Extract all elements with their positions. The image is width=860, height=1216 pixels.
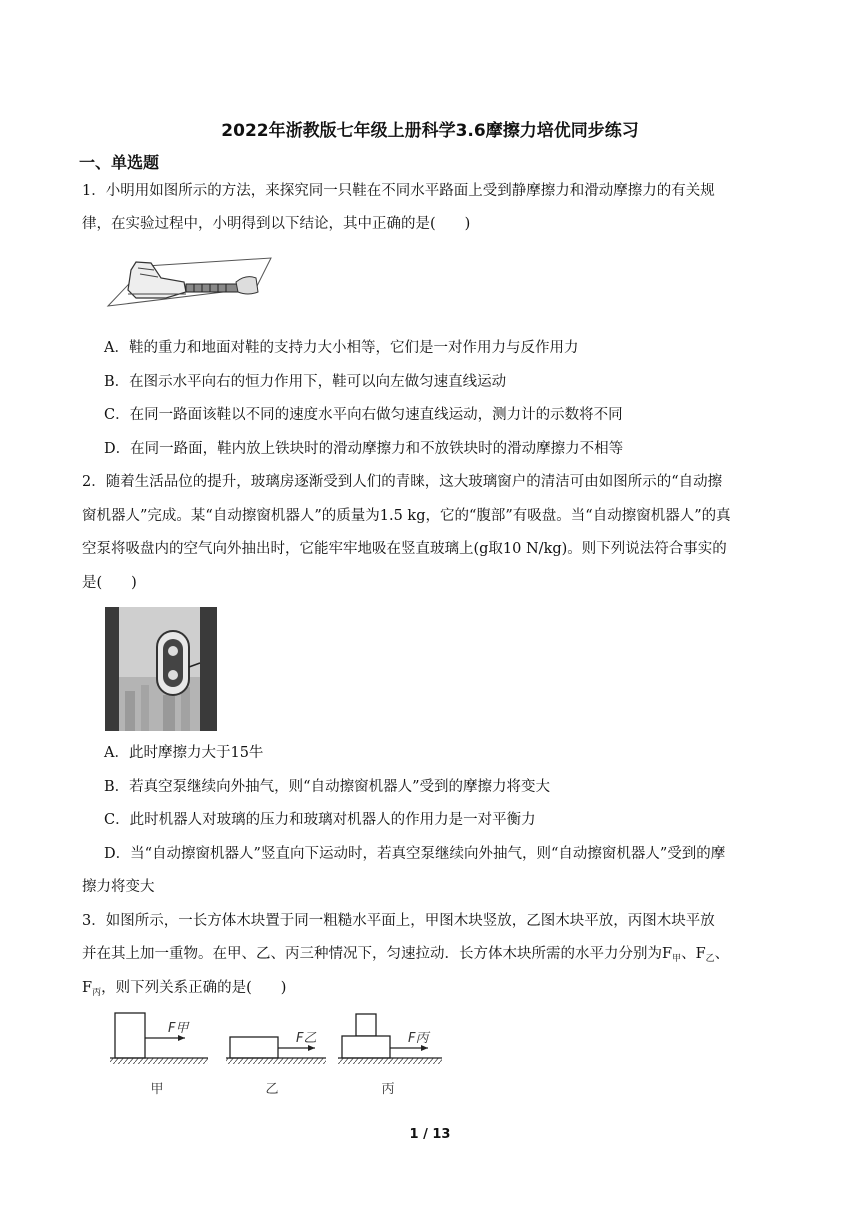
figure-label-jia: 甲 — [150, 1082, 164, 1097]
q3-sub-bing: 丙 — [92, 988, 102, 998]
figure-label-bing: 丙 — [381, 1082, 395, 1097]
q3-sep2: 、 — [714, 946, 730, 962]
q1-shoe-figure — [106, 248, 272, 312]
q1-option-d: D．在同一路面，鞋内放上铁块时的滑动摩擦力和不放铁块时的滑动摩擦力不相等 — [104, 441, 624, 457]
section-heading: 一、单选题 — [79, 153, 160, 172]
q3-sep1: 、F — [681, 946, 706, 962]
q2-robot-photo — [105, 607, 217, 731]
q3-sub-yi: 乙 — [705, 954, 715, 964]
q1-option-c: C．在同一路面该鞋以不同的速度水平向右做匀速直线运动，测力计的示数将不同 — [104, 407, 623, 423]
force-label-jia: F甲 — [168, 1021, 189, 1036]
q3-line2-text: 并在其上加一重物。在甲、乙、丙三种情况下，匀速拉动．长方体木块所需的水平力分别为F — [82, 946, 673, 962]
q3-sub-jia: 甲 — [672, 954, 682, 964]
figure-bing — [338, 1014, 442, 1097]
q2-option-c: C．此时机器人对玻璃的压力和玻璃对机器人的作用力是一对平衡力 — [104, 812, 536, 828]
q2-option-d-line2: 擦力将变大 — [82, 879, 155, 895]
q2-option-a: A．此时摩擦力大于15牛 — [104, 745, 264, 761]
page-title: 2022年浙教版七年级上册科学3.6摩擦力培优同步练习 — [221, 121, 639, 141]
q3-stem-line3 — [82, 978, 286, 1003]
q2-stem-line1: 2．随着生活品位的提升，玻璃房逐渐受到人们的青睐，这大玻璃窗户的清洁可由如图所示的“自动擦 — [82, 474, 723, 490]
q3-stem-line2 — [82, 944, 729, 969]
q2-stem-line3: 空泵将吸盘内的空气向外抽出时，它能牢牢地吸在竖直玻璃上(g取10 N/kg)。则下列说法符合事实的 — [82, 541, 727, 557]
q3-blocks-figure — [110, 1008, 445, 1098]
q1-stem-line1: 1．小明用如图所示的方法，来探究同一只鞋在不同水平路面上受到静摩擦力和滑动摩擦力的有关规 — [82, 183, 715, 199]
q3-line3-pre: F — [82, 980, 93, 996]
q2-stem-line4: 是( ) — [82, 575, 137, 591]
page-number: 1 / 13 — [409, 1127, 451, 1142]
q1-stem-line2: 律，在实验过程中，小明得到以下结论，其中正确的是( ) — [82, 216, 471, 232]
q2-option-b: B．若真空泵继续向外抽气，则“自动擦窗机器人”受到的摩擦力将变大 — [104, 779, 550, 795]
figure-jia — [110, 1013, 208, 1097]
force-label-yi: F乙 — [296, 1031, 317, 1046]
force-label-bing: F丙 — [408, 1031, 429, 1046]
q3-line3-post: ，则下列关系正确的是( ) — [101, 980, 287, 996]
q2-option-d-line1: D．当“自动擦窗机器人”竖直向下运动时，若真空泵继续向外抽气，则“自动擦窗机器人”受到的摩 — [104, 846, 726, 862]
figure-yi — [226, 1031, 326, 1097]
figure-label-yi: 乙 — [265, 1082, 279, 1097]
q1-option-a: A．鞋的重力和地面对鞋的支持力大小相等，它们是一对作用力与反作用力 — [104, 340, 579, 356]
q3-stem-line1: 3．如图所示，一长方体木块置于同一粗糙水平面上，甲图木块竖放，乙图木块平放，丙图木块平放 — [82, 913, 715, 929]
q2-stem-line2: 窗机器人”完成。某“自动擦窗机器人”的质量为1.5 kg，它的“腹部”有吸盘。当“自动擦窗机器人”的真 — [82, 508, 731, 524]
q1-option-b: B．在图示水平向右的恒力作用下，鞋可以向左做匀速直线运动 — [104, 374, 507, 390]
